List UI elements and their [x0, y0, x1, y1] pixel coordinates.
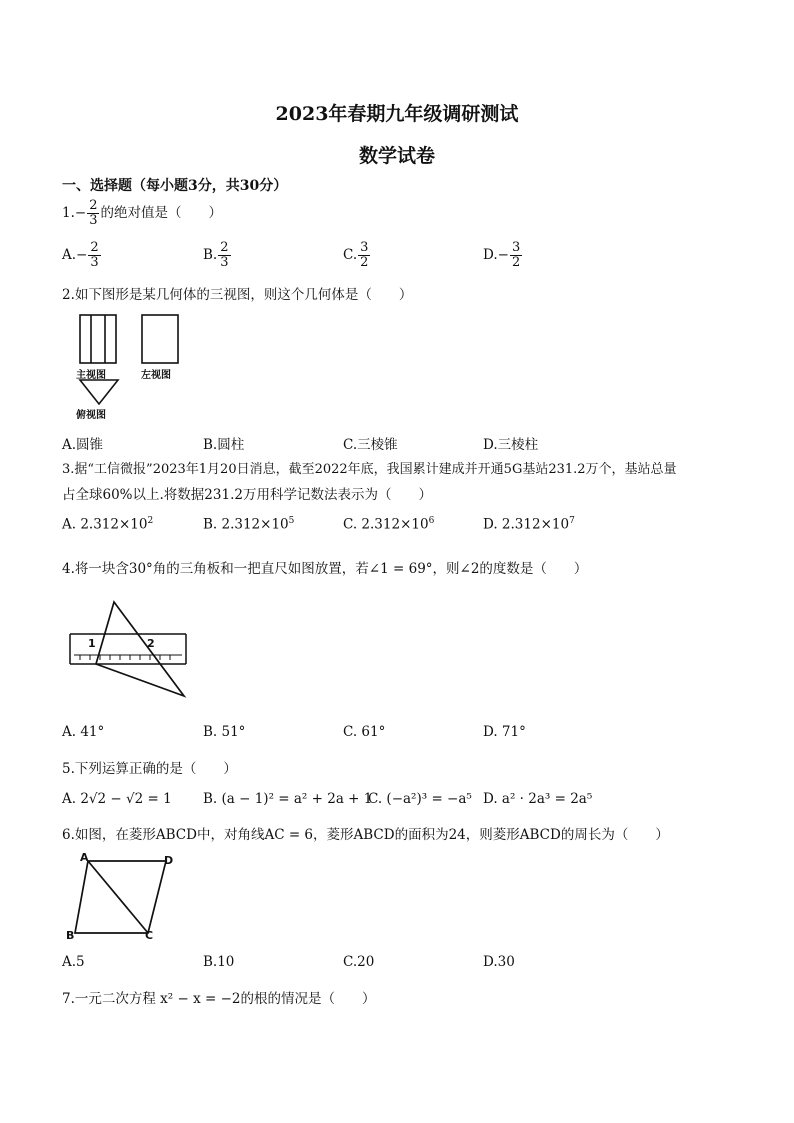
q4-option-d: D. 71°: [483, 724, 526, 740]
section-heading: 一、选择题（每小题3分，共30分）: [62, 178, 288, 194]
q6-option-d: D.30: [483, 954, 515, 970]
q2-option-b: B.圆柱: [203, 437, 245, 453]
left-view-shape: [142, 315, 178, 363]
q1-b-label: B.: [203, 247, 218, 263]
q3-option-d: [483, 516, 575, 533]
q1-b-den: 3: [220, 255, 229, 270]
q1-d-den: 2: [511, 255, 521, 270]
q2-option-c: C.三棱锥: [343, 437, 398, 453]
page-subtitle: 数学试卷: [358, 145, 435, 167]
left-view-label: 左视图: [141, 370, 171, 381]
q3-a-label: A. 2.312×10: [62, 516, 148, 533]
q1-b-num: 2: [220, 240, 229, 255]
question-5: 5.下列运算正确的是（ ）: [62, 761, 237, 777]
question-3-line2: 占全球60%以上.将数据231.2万用科学记数法表示为（ ）: [62, 487, 432, 503]
q6-option-b: B.10: [203, 954, 235, 970]
q2-option-d: D.三棱柱: [483, 437, 539, 453]
q5-option-b: B. (a − 1)² = a² + 2a + 1: [203, 791, 373, 807]
vertex-a-label: A: [80, 851, 89, 864]
top-view-label: 俯视图: [76, 410, 106, 421]
vertex-d-label: D: [164, 854, 174, 867]
question-4: 4.将一块含30°角的三角板和一把直尺如图放置，若∠1 = 69°，则∠2的度数是（ ）: [62, 561, 588, 577]
question-6: 6.如图，在菱形ABCD中，对角线AC = 6，菱形ABCD的面积为24，则菱形ABCD的周长为（ ）: [62, 827, 669, 843]
q3-d-label: D. 2.312×10: [483, 516, 570, 533]
q5-option-d: D. a² · 2a³ = 2a⁵: [483, 791, 593, 807]
q3-b-label: B. 2.312×10: [203, 516, 289, 533]
q3-c-exp: 6: [428, 516, 435, 526]
q1-fraction: [87, 199, 99, 228]
triangle-ruler: [96, 602, 184, 696]
question-3-line1: 3.据“工信微报”2023年1月20日消息，截至2022年底，我国累计建成并开通5G基站231.2万个，基站总量: [62, 462, 677, 477]
question-1: [62, 199, 222, 228]
q1-prefix: 1.−: [62, 205, 87, 221]
q3-b-exp: 5: [288, 516, 295, 526]
q2-option-a: A.圆锥: [62, 437, 104, 453]
q1-a-num: 2: [90, 240, 99, 255]
angle-2-label: 2: [147, 637, 155, 650]
front-view-shape: [80, 315, 116, 363]
q1-a-label: A.−: [62, 247, 88, 263]
page-title: 2023年春期九年级调研测试: [275, 103, 519, 125]
q4-ruler-triangle-figure: [66, 598, 196, 702]
q3-option-c: [343, 516, 434, 533]
vertex-b-label: B: [66, 929, 75, 942]
diagonal-ac: [88, 861, 148, 933]
q3-c-label: C. 2.312×10: [343, 516, 429, 533]
q1-a-den: 3: [90, 255, 99, 270]
q6-option-c: C.20: [343, 954, 375, 970]
q1-option-c: [343, 241, 371, 270]
q1-d-num: 3: [511, 240, 521, 255]
q1-option-d: [483, 241, 523, 270]
q4-option-a: A. 41°: [62, 724, 105, 740]
q3-option-b: [203, 516, 294, 533]
q1-frac-den: 3: [89, 213, 98, 228]
q5-option-c: C. (−a²)³ = −a⁵: [368, 791, 472, 807]
q6-rhombus-figure: [70, 855, 180, 945]
q4-option-b: B. 51°: [203, 724, 246, 740]
q1-c-num: 3: [360, 240, 369, 255]
q1-c-label: C.: [343, 247, 358, 263]
q4-option-c: C. 61°: [343, 724, 386, 740]
q3-a-exp: 2: [147, 516, 154, 526]
front-view-label: 主视图: [76, 370, 106, 381]
rhombus-abcd: [75, 861, 166, 933]
q3-option-a: [62, 516, 153, 533]
q1-d-label: D.−: [483, 247, 509, 263]
question-2: 2.如下图形是某几何体的三视图，则这个几何体是（ ）: [62, 287, 413, 303]
q1-c-den: 2: [360, 255, 369, 270]
q3-d-exp: 7: [569, 516, 575, 526]
q5-option-a: A. 2√2 − √2 = 1: [62, 791, 172, 807]
vertex-c-label: C: [145, 929, 154, 942]
q1-suffix: 的绝对值是（ ）: [100, 205, 222, 221]
q1-option-b: [203, 241, 232, 270]
q1-option-a: [62, 241, 102, 270]
angle-1-label: 1: [88, 637, 96, 650]
q1-frac-num: 2: [89, 198, 98, 213]
q6-option-a: A.5: [62, 954, 85, 970]
top-view-shape: [80, 380, 118, 404]
question-7: 7.一元二次方程 x² − x = −2的根的情况是（ ）: [62, 991, 376, 1007]
